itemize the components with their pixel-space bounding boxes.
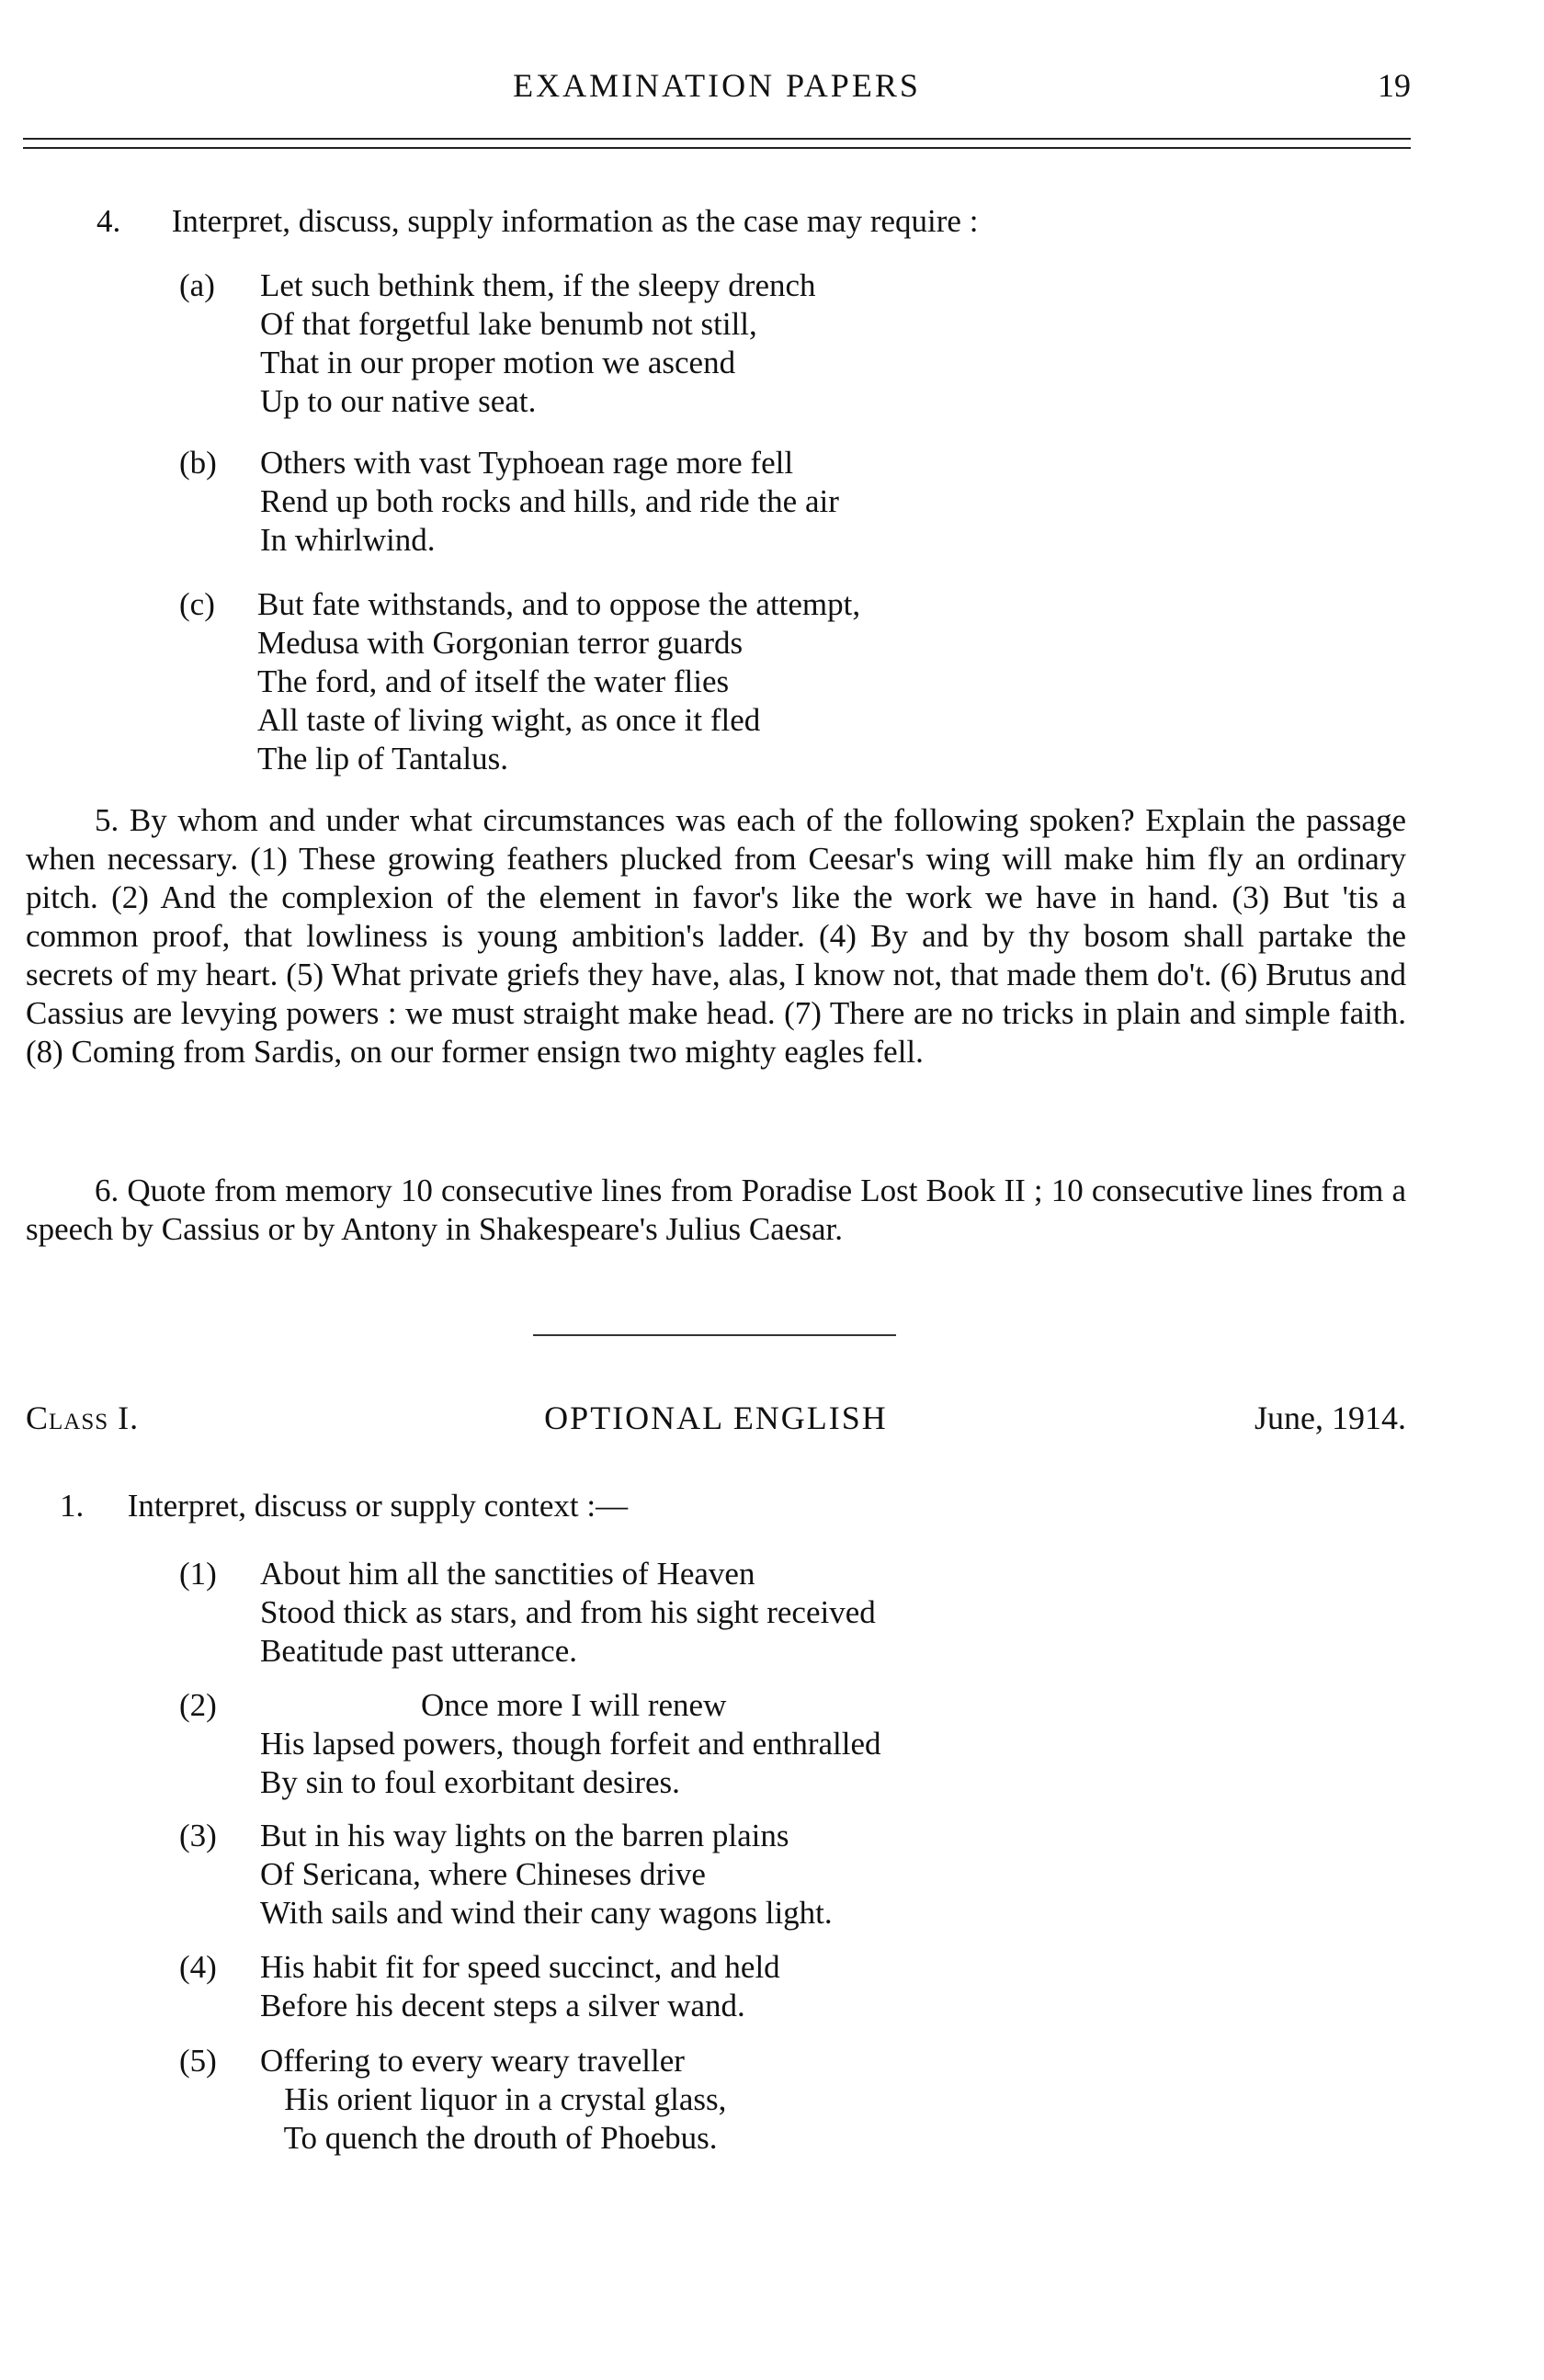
section-title: OPTIONAL ENGLISH — [544, 1400, 888, 1436]
section-divider — [533, 1334, 896, 1336]
quote-lines: His habit fit for speed succinct, and held Before his decent steps a silver wand. — [260, 1949, 780, 2023]
quote-lines: Once more I will renew His lapsed powers, though forfeit and enthralled By sin to foul exorbitant desires. — [260, 1687, 881, 1800]
quote-lines: Let such bethink them, if the sleepy drench Of that forgetful lake benumb not still, That in our proper motion we ascend Up to our native seat. — [260, 267, 816, 419]
exam-date: June, 1914. — [1254, 1400, 1406, 1436]
item-label: (2) — [179, 1687, 217, 1723]
quote-lines: But in his way lights on the barren plains Of Sericana, where Chineses drive With sails and wind their cany wagons light. — [260, 1818, 833, 1931]
question-4 — [96, 202, 1383, 241]
item-label: (3) — [179, 1818, 217, 1853]
section-question-1 — [60, 1487, 1346, 1525]
item-label: (5) — [179, 2043, 217, 2079]
item-label: (a) — [179, 267, 215, 303]
quote-lines: Offering to every weary traveller His orient liquor in a crystal glass, To quench the drouth of Phoebus. — [260, 2043, 727, 2156]
class-label: Class I. — [26, 1400, 140, 1436]
section-header — [26, 1399, 1406, 1440]
item-label: (c) — [179, 586, 215, 622]
running-head: EXAMINATION PAPERS — [513, 67, 921, 104]
question-6: 6. Quote from memory 10 consecutive lines from Poradise Lost Book II ; 10 consecutive lines from a speech by Cassius or by Antony in Shakespeare's Julius Caesar. — [26, 1173, 1406, 1247]
question-number: 4. — [96, 203, 121, 239]
page-header — [23, 66, 1411, 121]
page-number: 19 — [1378, 67, 1411, 104]
header-double-rule — [23, 138, 1411, 149]
item-label: (4) — [179, 1949, 217, 1985]
quote-lines: But fate withstands, and to oppose the attempt, Medusa with Gorgonian terror guards The ford, and of itself the water flies All taste of living wight, as once it fled The lip of Tantalus. — [257, 586, 861, 776]
question-text: Interpret, discuss or supply context :— — [127, 1488, 629, 1524]
item-label: (1) — [179, 1556, 217, 1592]
quote-lines: Others with vast Typhoean rage more fell Rend up both rocks and hills, and ride the air In whirlwind. — [260, 445, 839, 558]
quote-lines: About him all the sanctities of Heaven Stood thick as stars, and from his sight received Beatitude past utterance. — [260, 1556, 876, 1669]
item-label: (b) — [179, 445, 217, 481]
question-5: 5. By whom and under what circumstances was each of the following spoken? Explain the passage when necessary. (1) These growing feathers plucked from Ceesar's wing will make him fly an ordinary pitch. (2) And the complexion of the element in favor's like the work we have in hand. (3) But 'tis a common proof, that lowliness is young ambition's ladder. (4) By and by thy bosom shall partake the secrets of my heart. (5) What private griefs they have, alas, I know not, that made them do't. (6) Brutus and Cassius are levying powers : we must straight make head. (7) There are no tricks in plain and simple faith. (8) Coming from Sardis, on our former ensign two mighty eagles fell. — [26, 802, 1406, 1070]
question-number: 1. — [60, 1488, 85, 1524]
question-text: Interpret, discuss, supply information as the case may require : — [171, 203, 979, 239]
